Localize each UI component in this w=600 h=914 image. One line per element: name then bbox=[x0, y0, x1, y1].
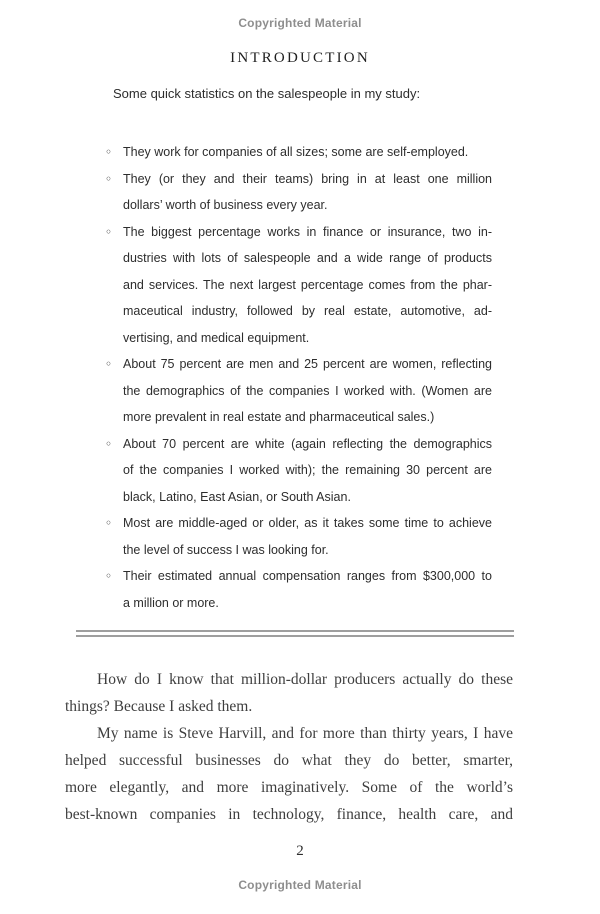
text-line: dustries with lots of salespeople and a wide range of products bbox=[123, 251, 492, 265]
text-line: They work for companies of all sizes; some are self-employed. bbox=[123, 145, 469, 159]
bullet-icon: ◦ bbox=[105, 145, 113, 159]
text-line: My name is Steve Harvill, and for more than thirty years, I have bbox=[97, 725, 513, 742]
text-line: black, Latino, East Asian, or South Asian. bbox=[123, 489, 351, 504]
text-line: of the companies I worked with); the remaining 30 percent are bbox=[123, 463, 492, 477]
page-number: 2 bbox=[296, 843, 304, 859]
body-paragraphs bbox=[65, 666, 513, 828]
list-item-text bbox=[123, 563, 492, 616]
text-line: best-known companies in technology, finance, health care, and bbox=[65, 806, 513, 823]
text-line: helped successful businesses do what they do better, smarter, bbox=[65, 752, 513, 769]
text-line: the level of success I was looking for. bbox=[123, 542, 329, 557]
text-line: Most are middle-aged or older, as it takes some time to achieve bbox=[123, 516, 492, 530]
list-item bbox=[105, 510, 492, 563]
text-line: things? Because I asked them. bbox=[65, 698, 253, 715]
text-line: the demographics of the companies I worked with. (Women are bbox=[123, 383, 492, 398]
section-divider bbox=[76, 630, 514, 637]
list-item-text bbox=[123, 166, 492, 219]
copyright-notice-bottom: Copyrighted Material bbox=[238, 878, 362, 892]
text-line: They (or they and their teams) bring in at least one million bbox=[123, 171, 492, 186]
text-line: How do I know that million-dollar producers actually do these bbox=[97, 671, 513, 688]
text-line: vertising, and medical equipment. bbox=[123, 330, 310, 345]
bullet-icon: ◦ bbox=[105, 516, 113, 530]
copyright-notice-top: Copyrighted Material bbox=[238, 16, 362, 30]
paragraph bbox=[65, 666, 513, 720]
list-item bbox=[105, 351, 492, 431]
list-item bbox=[105, 563, 492, 616]
bullet-icon: ◦ bbox=[105, 569, 113, 583]
text-line: and services. The next largest percentage comes from the phar- bbox=[123, 277, 492, 292]
list-item-text bbox=[123, 510, 492, 563]
bullet-icon: ◦ bbox=[105, 171, 113, 186]
lead-sentence: Some quick statistics on the salespeople in my study: bbox=[113, 86, 421, 101]
text-line: maceutical industry, followed by real estate, automotive, ad- bbox=[123, 304, 492, 318]
bullet-icon: ◦ bbox=[105, 357, 113, 371]
list-item bbox=[105, 139, 492, 166]
text-line: About 75 percent are men and 25 percent are women, reflecting bbox=[123, 357, 492, 371]
bullet-icon: ◦ bbox=[105, 436, 113, 451]
text-line: more elegantly, and more imaginatively. Some of the world’s bbox=[65, 779, 513, 796]
list-item-text bbox=[123, 351, 492, 431]
list-item bbox=[105, 431, 492, 511]
list-item-text bbox=[123, 431, 492, 511]
statistics-list bbox=[105, 139, 492, 616]
text-line: Their estimated annual compensation ranges from $300,000 to bbox=[123, 569, 492, 583]
text-line: About 70 percent are white (again reflecting the demographics bbox=[123, 436, 492, 451]
text-line: a million or more. bbox=[123, 595, 219, 610]
text-line: The biggest percentage works in finance or insurance, two in- bbox=[123, 224, 492, 239]
chapter-title: INTRODUCTION bbox=[230, 50, 370, 66]
text-line: dollars’ worth of business every year. bbox=[123, 198, 328, 212]
paragraph bbox=[65, 720, 513, 828]
list-item bbox=[105, 166, 492, 219]
text-line: more prevalent in real estate and pharmaceutical sales.) bbox=[123, 410, 435, 424]
list-item-text bbox=[123, 219, 492, 352]
list-item-text bbox=[123, 139, 492, 166]
list-item bbox=[105, 219, 492, 352]
bullet-icon: ◦ bbox=[105, 224, 113, 239]
